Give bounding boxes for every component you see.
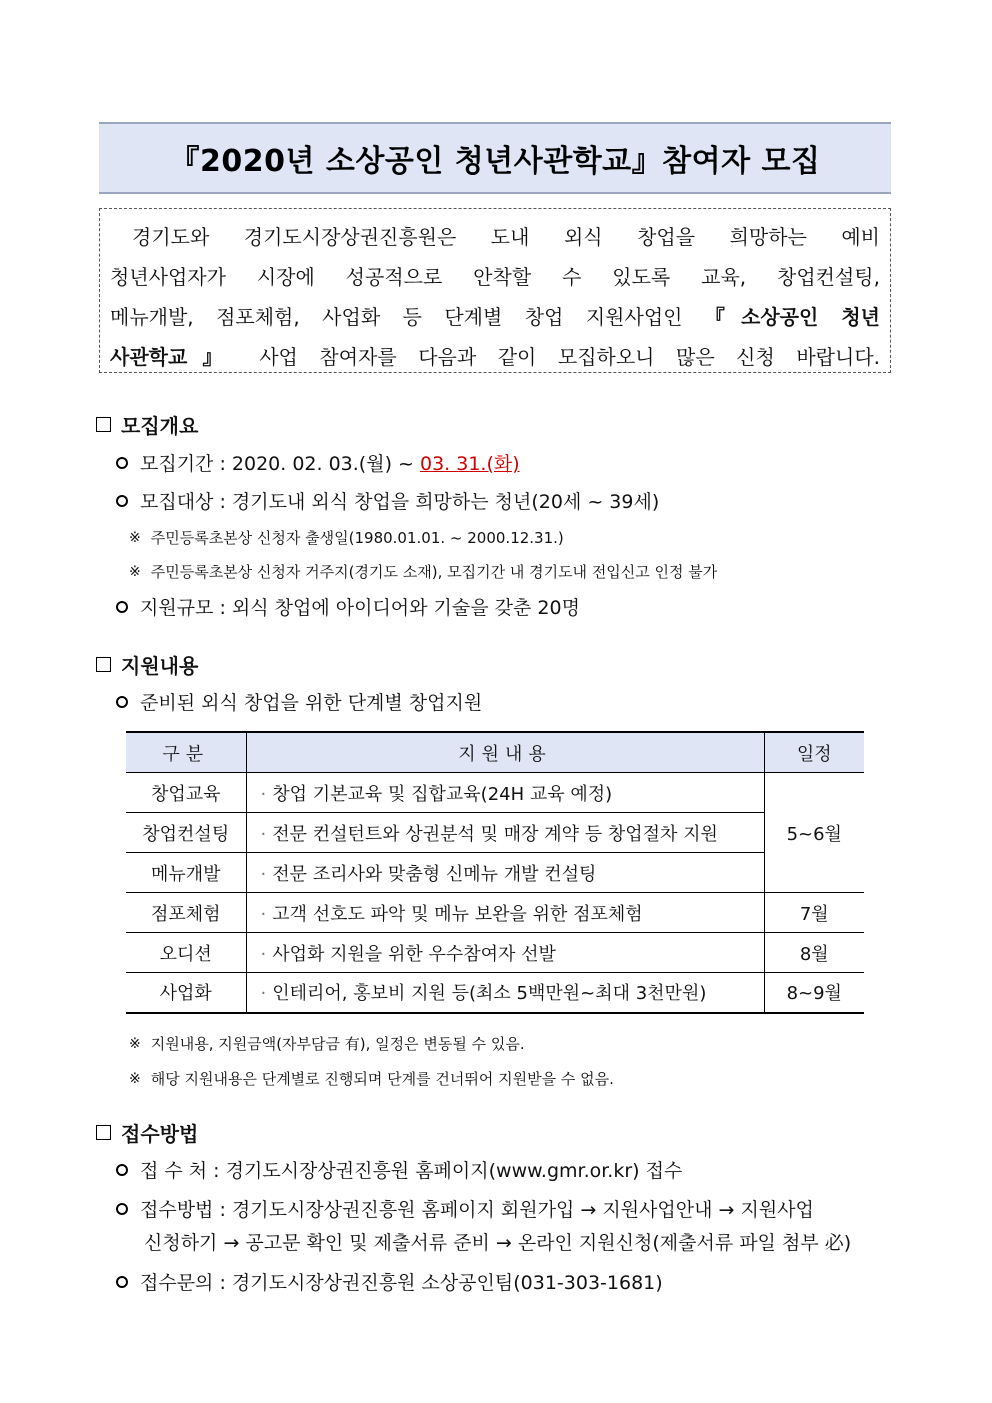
reference-mark-icon: ※	[129, 1070, 141, 1087]
table-row	[126, 813, 864, 853]
support-text: 준비된 외식 창업을 위한 단계별 창업지원	[140, 692, 483, 714]
note-birthdate	[129, 527, 564, 548]
row-description	[246, 773, 764, 813]
method-text-line1: 접수방법 : 경기도시장상권진흥원 홈페이지 회원가입 → 지원사업안내 → 지원사업	[140, 1199, 814, 1221]
circle-bullet-icon	[116, 696, 128, 708]
row-category: 점포체험	[126, 893, 246, 933]
table-row	[126, 893, 864, 933]
scale-text: 지원규모 : 외식 창업에 아이디어와 기술을 갖춘 20명	[140, 597, 580, 619]
intro-program-name-part1: 『소상공인 청년	[704, 305, 880, 329]
dot-icon: ·	[260, 823, 267, 845]
bullet-target	[116, 487, 659, 514]
intro-line-3	[110, 297, 880, 337]
row-category: 사업화	[126, 973, 246, 1013]
dot-icon: ·	[260, 863, 267, 885]
section-heading-recruitment	[96, 410, 198, 439]
row-schedule-merged: 5~6월	[764, 773, 864, 893]
support-table	[126, 731, 864, 1014]
note-residence	[129, 561, 717, 582]
intro-program-name-part2: 사관학교』	[110, 345, 238, 369]
intro-line-1: 경기도와 경기도시장상권진흥원은 도내 외식 창업을 희망하는 예비	[132, 225, 880, 249]
period-end-date: 03. 31.(화)	[419, 453, 520, 475]
header-schedule: 일정	[764, 732, 864, 773]
table-row	[126, 853, 864, 893]
intro-box	[99, 208, 891, 373]
reference-mark-icon: ※	[129, 529, 141, 546]
row-description	[246, 973, 764, 1013]
square-icon	[96, 1125, 111, 1140]
circle-bullet-icon	[116, 457, 128, 469]
row-schedule: 7월	[764, 893, 864, 933]
circle-bullet-icon	[116, 1164, 128, 1176]
row-category: 창업컨설팅	[126, 813, 246, 853]
row-description-text: 창업 기본교육 및 집합교육(24H 교육 예정)	[272, 783, 613, 805]
row-description-text: 인테리어, 홍보비 지원 등(최소 5백만원~최대 3천만원)	[272, 983, 707, 1005]
header-content: 지원내용	[246, 732, 764, 773]
target-text: 모집대상 : 경기도내 외식 창업을 희망하는 청년(20세 ~ 39세)	[140, 491, 660, 513]
bullet-period	[116, 449, 520, 476]
row-description-text: 고객 선호도 파악 및 메뉴 보완을 위한 점포체험	[272, 903, 643, 925]
note-changeable	[129, 1033, 525, 1054]
circle-bullet-icon	[116, 1276, 128, 1288]
square-icon	[96, 417, 111, 432]
note-text: 주민등록초본상 신청자 출생일(1980.01.01. ~ 2000.12.31.)	[150, 529, 564, 547]
row-description	[246, 853, 764, 893]
page-title: 『2020년 소상공인 청년사관학교』참여자 모집	[169, 144, 821, 179]
section-heading-text: 지원내용	[121, 654, 199, 678]
note-stepwise	[129, 1068, 614, 1089]
bullet-place	[116, 1156, 682, 1183]
section-heading-support	[96, 650, 198, 679]
bullet-method	[116, 1195, 814, 1222]
circle-bullet-icon	[116, 601, 128, 613]
bullet-support	[116, 688, 482, 715]
table-row	[126, 973, 864, 1013]
circle-bullet-icon	[116, 495, 128, 507]
inquiry-text: 접수문의 : 경기도시장상권진흥원 소상공인팀(031-303-1681)	[140, 1272, 663, 1294]
note-text: 해당 지원내용은 단계별로 진행되며 단계를 건너뛰어 지원받을 수 없음.	[150, 1070, 614, 1088]
table-row	[126, 933, 864, 973]
intro-line-4	[110, 337, 880, 377]
intro-line-3-text: 메뉴개발, 점포체험, 사업화 등 단계별 창업 지원사업인	[110, 305, 705, 329]
table-header-row	[126, 732, 864, 773]
table-row	[126, 773, 864, 813]
row-schedule: 8~9월	[764, 973, 864, 1013]
row-description-text: 사업화 지원을 위한 우수참여자 선발	[272, 943, 556, 965]
square-icon	[96, 657, 111, 672]
row-description	[246, 813, 764, 853]
dot-icon: ·	[260, 903, 267, 925]
row-description	[246, 893, 764, 933]
reference-mark-icon: ※	[129, 1035, 141, 1052]
period-text: 모집기간 : 2020. 02. 03.(월) ~	[140, 453, 420, 475]
row-category: 메뉴개발	[126, 853, 246, 893]
dot-icon: ·	[260, 983, 267, 1005]
section-heading-text: 모집개요	[121, 414, 199, 438]
section-heading-application	[96, 1118, 198, 1147]
row-schedule: 8월	[764, 933, 864, 973]
note-text: 주민등록초본상 신청자 거주지(경기도 소재), 모집기간 내 경기도내 전입신고 인정 불가	[150, 563, 718, 581]
dot-icon: ·	[260, 783, 267, 805]
row-description	[246, 933, 764, 973]
row-category: 오디션	[126, 933, 246, 973]
row-description-text: 전문 컨설턴트와 상권분석 및 매장 계약 등 창업절차 지원	[272, 823, 718, 845]
note-text: 지원내용, 지원금액(자부담금 有), 일정은 변동될 수 있음.	[150, 1035, 525, 1053]
section-heading-text: 접수방법	[121, 1122, 199, 1146]
header-category: 구분	[126, 732, 246, 773]
dot-icon: ·	[260, 943, 267, 965]
title-banner	[99, 122, 891, 194]
circle-bullet-icon	[116, 1203, 128, 1215]
reference-mark-icon: ※	[129, 563, 141, 580]
bullet-scale	[116, 593, 580, 620]
intro-line-4-text: 사업 참여자를 다음과 같이 모집하오니 많은 신청 바랍니다.	[237, 345, 880, 369]
place-text: 접 수 처 : 경기도시장상권진흥원 홈페이지(www.gmr.or.kr) 접수	[140, 1160, 683, 1182]
bullet-inquiry	[116, 1268, 663, 1295]
row-description-text: 전문 조리사와 맞춤형 신메뉴 개발 컨설팅	[272, 863, 597, 885]
row-category: 창업교육	[126, 773, 246, 813]
intro-line-2: 청년사업자가 시장에 성공적으로 안착할 수 있도록 교육, 창업컨설팅,	[110, 265, 880, 289]
method-text-line2: 신청하기 → 공고문 확인 및 제출서류 준비 → 온라인 지원신청(제출서류 파일 첨부 必)	[144, 1232, 852, 1254]
